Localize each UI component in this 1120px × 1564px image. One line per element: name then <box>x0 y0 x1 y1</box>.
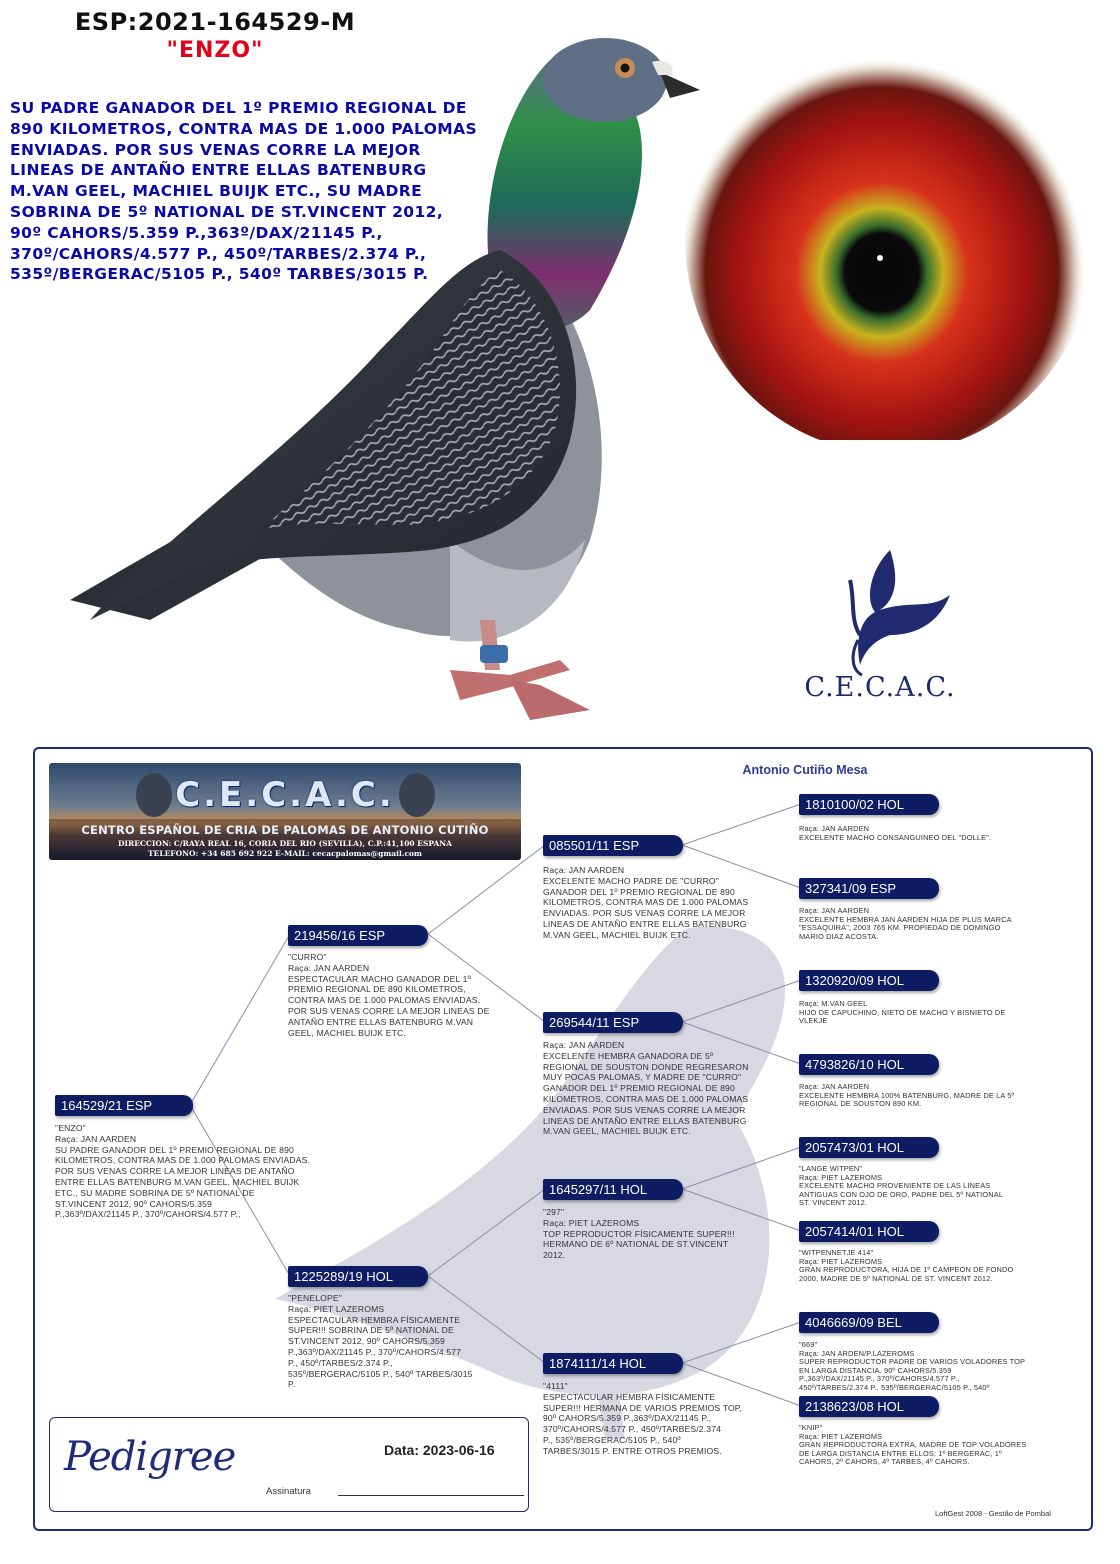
sire-dam-info <box>543 1040 775 1137</box>
banner-title: C.E.C.A.C. <box>175 775 395 815</box>
ddd-info-line: GRAN REPRODUCTORA EXTRA, MADRE DE TOP VOLADORES <box>799 1440 1027 1450</box>
sdd-info-line: Raça: JAN AARDEN <box>799 1082 870 1091</box>
sdd-info-line: REGIONAL DE SOUSTON 890 KM. <box>799 1099 922 1109</box>
dss-info-line: "LANGE WITPEN" <box>799 1164 863 1173</box>
sire-info-line: POR SUS VENAS CORRE LA MEJOR LINEAS DE <box>288 1005 490 1016</box>
banner-address: DIRECCION: C/RAYA REAL 16, CORIA DEL RIO (SEVILLA), C.P.:41,100 ESPANA <box>118 839 452 848</box>
software-footer: LoftGest 2008 - Gestão de Pombal <box>935 1509 1051 1518</box>
signature-box <box>49 1417 529 1512</box>
dam-info-line: P., 450º/TARBES/2.374 P., <box>288 1357 393 1368</box>
sire-dam-info-line: MUY POCAS PALOMAS, Y MADRE DE "CURRO" <box>543 1072 742 1083</box>
dam-info-line: "PENELOPE" <box>288 1293 342 1303</box>
bird-description: SU PADRE GANADOR DEL 1º PREMIO REGIONAL DE 890 KILOMETROS, CONTRA MAS DE 1.000 PALOMAS ENVIADAS. POR SUS VENAS CORRE LA MEJOR LINEAS DE ANTAÑO ENTRE ELLAS BATENBURG M.VAN GEEL, MACHIEL BUIJK ETC., SU MADRE SOBRINA DE 5º NATIONAL DE ST.VINCENT 2012, 90º CAHORS/5.359 P.,363º/DAX/21145 P., 370º/CAHORS/4.577 P., 450º/TARBES/2.374 P., 535º/BERGERAC/5105 P., 540º TARBES/3015 P. <box>10 99 478 284</box>
sds-ring-box[interactable]: 1320920/09 HOL <box>799 970 939 991</box>
dds-info-line: "669" <box>799 1340 818 1349</box>
sds-info <box>799 1000 1059 1026</box>
subject-info-line: SU PADRE GANADOR DEL 1º PREMIO REGIONAL DE 890 <box>55 1144 294 1155</box>
dds-info-line: P.,363º/DAX/21145 P., 370º/CAHORS/4.577 P., <box>799 1374 960 1384</box>
dam-info-line: ESPECTACULAR HEMBRA FÍSICAMENTE <box>288 1314 461 1325</box>
ssd-info-line: "ESSAQUIRA", 2003 765 KM. PROPIEDAD DE DOMINGO <box>799 923 1001 933</box>
dam-info-line: Raça: PIET LAZEROMS <box>288 1303 385 1314</box>
pedigree-date: Data: 2023-06-16 <box>384 1442 495 1458</box>
dam-sire-info-line: TOP REPRODUCTOR FÍSICAMENTE SUPER!!! <box>543 1228 735 1239</box>
dss-info-line: Raça: PIET LAZEROMS <box>799 1172 883 1182</box>
dds-ring-box[interactable]: 4046669/09 BEL <box>799 1312 939 1333</box>
dsd-info <box>799 1249 1059 1283</box>
sire-dam-info-line: KILOMETROS, CONTRA MAS DE 1.000 PALOMAS <box>543 1093 749 1104</box>
sire-sire-info-line: EXCELENTE MACHO PADRE DE "CURRO" <box>543 875 719 886</box>
dam-info <box>288 1293 528 1390</box>
ddd-info-line: DE LARGA DISTANCIA ENTRE ELLOS: 1º BERGERAC, 1º <box>799 1448 1002 1458</box>
dam-sire-info-line: "297" <box>543 1207 565 1217</box>
sds-info-line: VLEKJE <box>799 1016 828 1026</box>
dam-sire-ring-box[interactable]: 1645297/11 HOL <box>543 1179 683 1200</box>
sire-sire-info-line: Raça: JAN AARDEN <box>543 865 625 875</box>
dam-dam-info-line: P., 535º/BERGERAC/5105 P., 540º <box>543 1434 681 1445</box>
ssd-info-line: MARIO DIAZ ACOSTA. <box>799 931 879 941</box>
sss-info-line: Raça: JAN AARDEN <box>799 824 870 833</box>
dam-ring-box[interactable]: 1225289/19 HOL <box>288 1266 428 1287</box>
sire-sire-info-line: GANADOR DEL 1º PREMIO REGIONAL DE 890 <box>543 886 735 897</box>
dsd-ring-box[interactable]: 2057414/01 HOL <box>799 1221 939 1242</box>
sire-sire-info-line: ENVIADAS. POR SUS VENAS CORRE LA MEJOR <box>543 908 746 919</box>
subject-info-line: ENTRE ELLAS BATENBURG M.VAN GEEL, MACHIEL BUIJK <box>55 1176 300 1187</box>
ssd-ring-box[interactable]: 327341/09 ESP <box>799 878 939 899</box>
subject-ring-box[interactable]: 164529/21 ESP <box>55 1095 193 1116</box>
dss-info-line: ST. VINCENT 2012. <box>799 1198 868 1208</box>
ring-number-title: ESP:2021-164529-M <box>74 8 356 36</box>
subject-info-line: ETC., SU MADRE SOBRINA DE 5º NATIONAL DE <box>55 1187 255 1198</box>
subject-info <box>55 1123 375 1220</box>
dsd-info-line: Raça: PIET LAZEROMS <box>799 1256 883 1266</box>
dam-sire-info-line: 2012. <box>543 1250 566 1261</box>
ddd-ring-box[interactable]: 2138623/08 HOL <box>799 1396 939 1417</box>
dam-dam-info-line: 90º CAHORS/5.359 P.,363º/DAX/21145 P., <box>543 1413 712 1424</box>
sire-info <box>288 952 528 1038</box>
sire-info-line: "CURRO" <box>288 952 327 962</box>
dds-info-line: EN LARGA DISTANCIA. 90º CAHORS/5.359 <box>799 1365 952 1375</box>
dss-info <box>799 1165 1059 1208</box>
dss-info-line: EXCELENTE MACHO PROVENIENTE DE LAS LINEAS <box>799 1181 991 1191</box>
ssd-info-line: EXCELENTE HEMBRA JAN AARDEN HIJA DE PLUS MARCA <box>799 914 1012 924</box>
dam-dam-info-line: ESPECTACULAR HEMBRA FÍSICAMENTE <box>543 1391 716 1402</box>
sire-dam-info-line: REGIONAL DE SOUSTON DONDE REGRESARON <box>543 1061 749 1072</box>
dds-info-line: Raça: JAN ARDEN/P.LAZEROMS <box>799 1348 915 1358</box>
owner-name: Antonio Cutiño Mesa <box>742 763 868 777</box>
sdd-ring-box[interactable]: 4793826/10 HOL <box>799 1054 939 1075</box>
sire-sire-info-line: M.VAN GEEL, MACHIEL BUIJK ETC. <box>543 929 691 940</box>
eye-photo <box>680 0 1100 440</box>
dam-info-line: 535º/BERGERAC/5105 P., 540º TARBES/3015 <box>288 1368 473 1379</box>
dam-sire-info <box>543 1207 775 1261</box>
cecac-logo-text: C.E.C.A.C. <box>804 672 956 703</box>
dam-dam-info <box>543 1381 775 1457</box>
subject-info-line: Raça: JAN AARDEN <box>55 1133 137 1144</box>
sire-info-line: ESPECTACULAR MACHO GANADOR DEL 1º <box>288 973 471 984</box>
subject-info-line: KILOMETROS, CONTRA MAS DE 1.000 PALOMAS ENVIADAS. <box>55 1155 311 1166</box>
subject-info-line: POR SUS VENAS CORRE LA MEJOR LINEAS DE ANTAÑO <box>55 1166 295 1177</box>
dds-info <box>799 1341 1059 1393</box>
sire-dam-info-line: LINEAS DE ANTAÑO ENTRE ELLAS BATENBURG <box>543 1115 747 1126</box>
sdd-info <box>799 1083 1059 1109</box>
sire-ring-box[interactable]: 219456/16 ESP <box>288 925 428 946</box>
sss-info-line: EXCELENTE MACHO CONSANGUINEO DEL "DOLLE". <box>799 832 992 842</box>
dam-dam-info-line: "4111" <box>543 1381 568 1391</box>
pedigree-sheet <box>33 747 1093 1531</box>
dsd-info-line: GRAN REPRODUCTORA, HIJA DE 1º CAMPEON DE FONDO <box>799 1265 1014 1275</box>
ddd-info-line: Raça: PIET LAZEROMS <box>799 1431 883 1441</box>
ddd-info-line: "KNIP" <box>799 1423 823 1432</box>
sire-dam-info-line: ENVIADAS. POR SUS VENAS CORRE LA MEJOR <box>543 1104 746 1115</box>
sire-info-line: GEEL, MACHIEL BUIJK ETC. <box>288 1027 406 1038</box>
dds-info-line: 450º/TARBES/2.374 P., 535º/BERGERAC/5105 P., 540º <box>799 1382 990 1392</box>
banner-contact: TELEFONO: +34 685 692 922 E-MAIL: cecacpalomas@gmail.com <box>148 849 422 858</box>
signature-label: Assinatura <box>266 1486 311 1497</box>
sds-info-line: Raça: M.VAN GEEL <box>799 999 868 1008</box>
sire-dam-ring-box[interactable]: 269544/11 ESP <box>543 1012 683 1033</box>
dam-info-line: P. <box>288 1379 296 1390</box>
dam-info-line: P.,363º/DAX/21145 P., 370º/CAHORS/4.577 <box>288 1346 462 1357</box>
dam-info-line: ST.VINCENT 2012, 90º CAHORS/5.359 <box>288 1336 445 1347</box>
dss-ring-box[interactable]: 2057473/01 HOL <box>799 1137 939 1158</box>
sire-sire-info <box>543 865 775 941</box>
sire-info-line: Raça: JAN AARDEN <box>288 962 370 973</box>
sire-info-line: PREMIO REGIONAL DE 890 KILOMETROS, <box>288 984 466 995</box>
dam-sire-info-line: HERMANO DE 6º NATIONAL DE ST.VINCENT <box>543 1239 729 1250</box>
dam-dam-info-line: TARBES/3015 P. ENTRE OTROS PREMIOS. <box>543 1445 722 1456</box>
sdd-info-line: EXCELENTE HEMBRA 100% BATENBURG, MADRE DE LA 5º <box>799 1090 1015 1100</box>
sss-ring-box[interactable]: 1810100/02 HOL <box>799 794 939 815</box>
sire-dam-info-line: Raça: JAN AARDEN <box>543 1040 625 1050</box>
sire-sire-ring-box[interactable]: 085501/11 ESP <box>543 835 683 856</box>
dam-info-line: SUPER!!! SOBRINA DE 5º NATIONAL DE <box>288 1325 454 1336</box>
bird-name-title: "ENZO" <box>166 38 264 63</box>
ssd-info-line: Raça: JAN AARDEN <box>799 906 870 915</box>
ssd-info <box>799 907 1059 941</box>
subject-info-line: "ENZO" <box>55 1123 86 1133</box>
dsd-info-line: 2000, MADRE DE 5º NATIONAL DE ST. VINCENT 2012. <box>799 1273 993 1283</box>
dds-info-line: SUPER REPRODUCTOR PADRE DE VARIOS VOLADORES TOP <box>799 1357 1026 1367</box>
dsd-info-line: "WITPENNETJE 414" <box>799 1248 874 1257</box>
subject-info-line: P.,363º/DAX/21145 P., 370º/CAHORS/4.577 P., <box>55 1209 241 1220</box>
sss-info <box>799 825 1059 842</box>
subject-info-line: ST.VINCENT 2012, 90º CAHORS/5.359 <box>55 1198 212 1209</box>
sire-dam-info-line: M.VAN GEEL, MACHIEL BUIJK ETC. <box>543 1126 691 1137</box>
sire-info-line: ANTAÑO ENTRE ELLAS BATENBURG M.VAN <box>288 1016 474 1027</box>
banner-subtitle: CENTRO ESPAÑOL DE CRIA DE PALOMAS DE ANTONIO CUTIÑO <box>81 823 489 837</box>
sire-info-line: CONTRA MAS DE 1.000 PALOMAS ENVIADAS. <box>288 995 481 1006</box>
dam-dam-ring-box[interactable]: 1874111/14 HOL <box>543 1353 683 1374</box>
dam-dam-info-line: 370º/CAHORS/4.577 P., 450º/TARBES/2.374 <box>543 1424 722 1435</box>
pedigree-logo-text: Pedigree <box>64 1434 236 1480</box>
sire-sire-info-line: LINEAS DE ANTAÑO ENTRE ELLAS BATENBURG <box>543 918 747 929</box>
ddd-info <box>799 1424 1059 1467</box>
sire-dam-info-line: GANADOR DEL 1º PREMIO REGIONAL DE 890 <box>543 1083 735 1094</box>
signature-line[interactable] <box>338 1495 524 1496</box>
dam-dam-info-line: SUPER!!! HERMANA DE VARIOS PREMIOS TOP, <box>543 1402 743 1413</box>
ddd-info-line: CAHORS, 2º CAHORS, 4º TARBES, 4º CAHORS. <box>799 1457 970 1467</box>
dss-info-line: ANTIGUAS CON OJO DE ORO, PADRE DEL 5º NATIONAL <box>799 1189 1004 1199</box>
sds-info-line: HIJO DE CAPUCHINO, NIETO DE MACHO Y BISNIETO DE <box>799 1007 1006 1017</box>
sire-sire-info-line: KILOMETROS, CONTRA MAS DE 1.000 PALOMAS <box>543 897 749 908</box>
sire-dam-info-line: EXCELENTE HEMBRA GANADORA DE 5º <box>543 1050 714 1061</box>
dam-sire-info-line: Raça: PIET LAZEROMS <box>543 1217 640 1228</box>
